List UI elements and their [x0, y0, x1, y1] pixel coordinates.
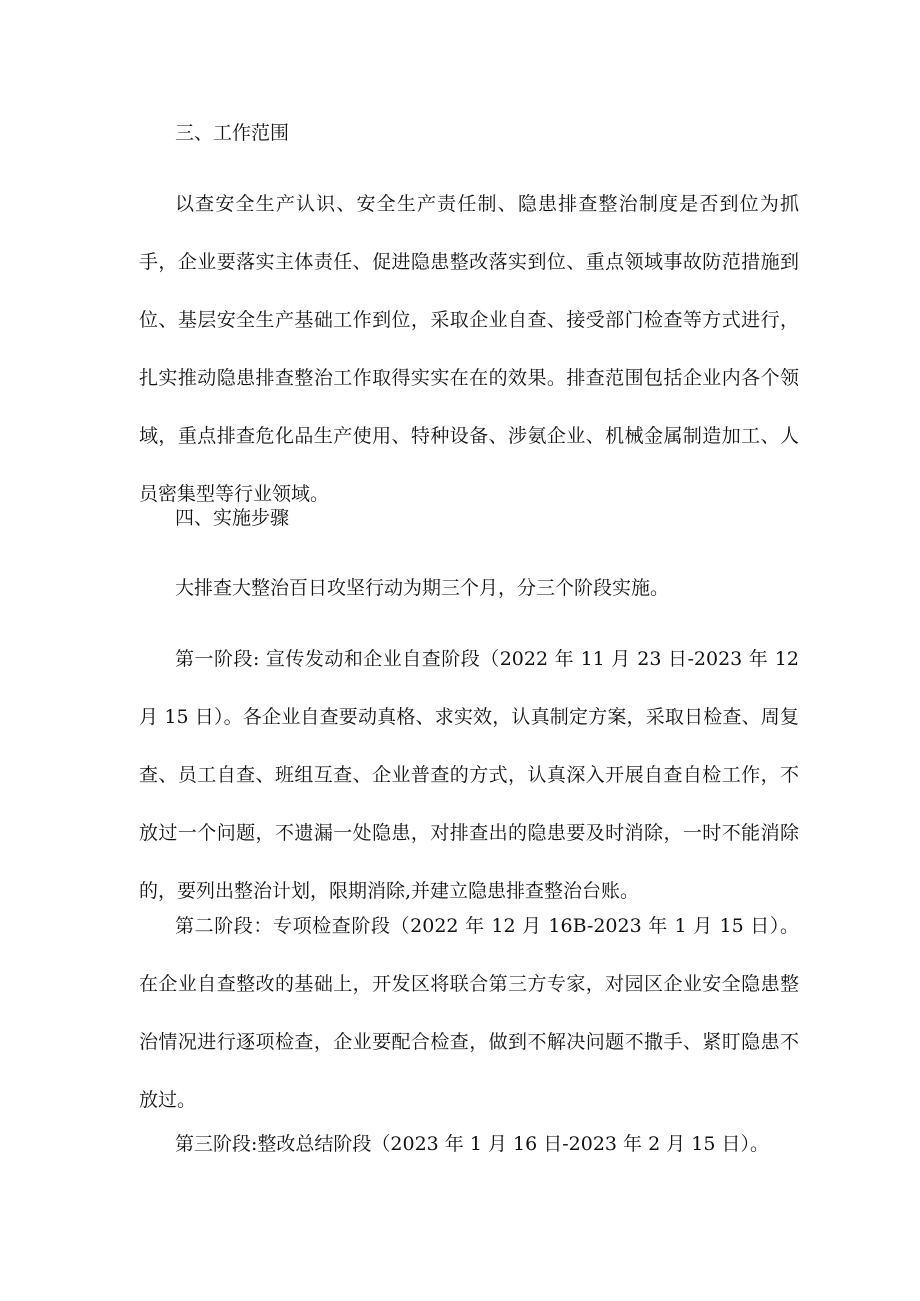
section-3-heading: 三、工作范围	[175, 122, 290, 144]
stage-3-paragraph: 第三阶段:整改总结阶段（2023 年 1 月 16 日-2023 年 2 月 15 日）。	[175, 1133, 769, 1155]
stage-1-paragraph: 第一阶段: 宣传发动和企业自查阶段（2022 年 11 月 23 日-2023 年 12 月 15 日）。各企业自查要动真格、求实效，认真制定方案，采取日检查、周复查、员工自查、班组互查、企业普查的方式，认真深入开展自查自检工作，不放过一个问题，不遗漏一处隐患，对排查出的隐患要及时消除，一时不能消除的，要列出整治计划，限期消除,并建立隐患排查整治台账。	[139, 648, 799, 902]
section-3-body: 以查安全生产认识、安全生产责任制、隐患排查整治制度是否到位为抓手，企业要落实主体责任、促进隐患整改落实到位、重点领域事故防范措施到位、基层安全生产基础工作到位，采取企业自查、接受部门检查等方式进行，扎实推动隐患排查整治工作取得实实在在的效果。排查范围包括企业内各个领域，重点排查危化品生产使用、特种设备、涉氨企业、机械金属制造加工、人员密集型等行业领域。	[139, 193, 799, 505]
stage-2-paragraph: 第二阶段：专项检查阶段（2022 年 12 月 16B-2023 年 1 月 15 日）。在企业自查整改的基础上，开发区将联合第三方专家，对园区企业安全隐患整治情况进行逐项检查，企业要配合检查，做到不解决问题不撒手、紧盯隐患不放过。	[139, 915, 799, 1111]
section-4-heading: 四、实施步骤	[175, 507, 290, 529]
section-4-intro: 大排查大整治百日攻坚行动为期三个月，分三个阶段实施。	[175, 577, 670, 599]
